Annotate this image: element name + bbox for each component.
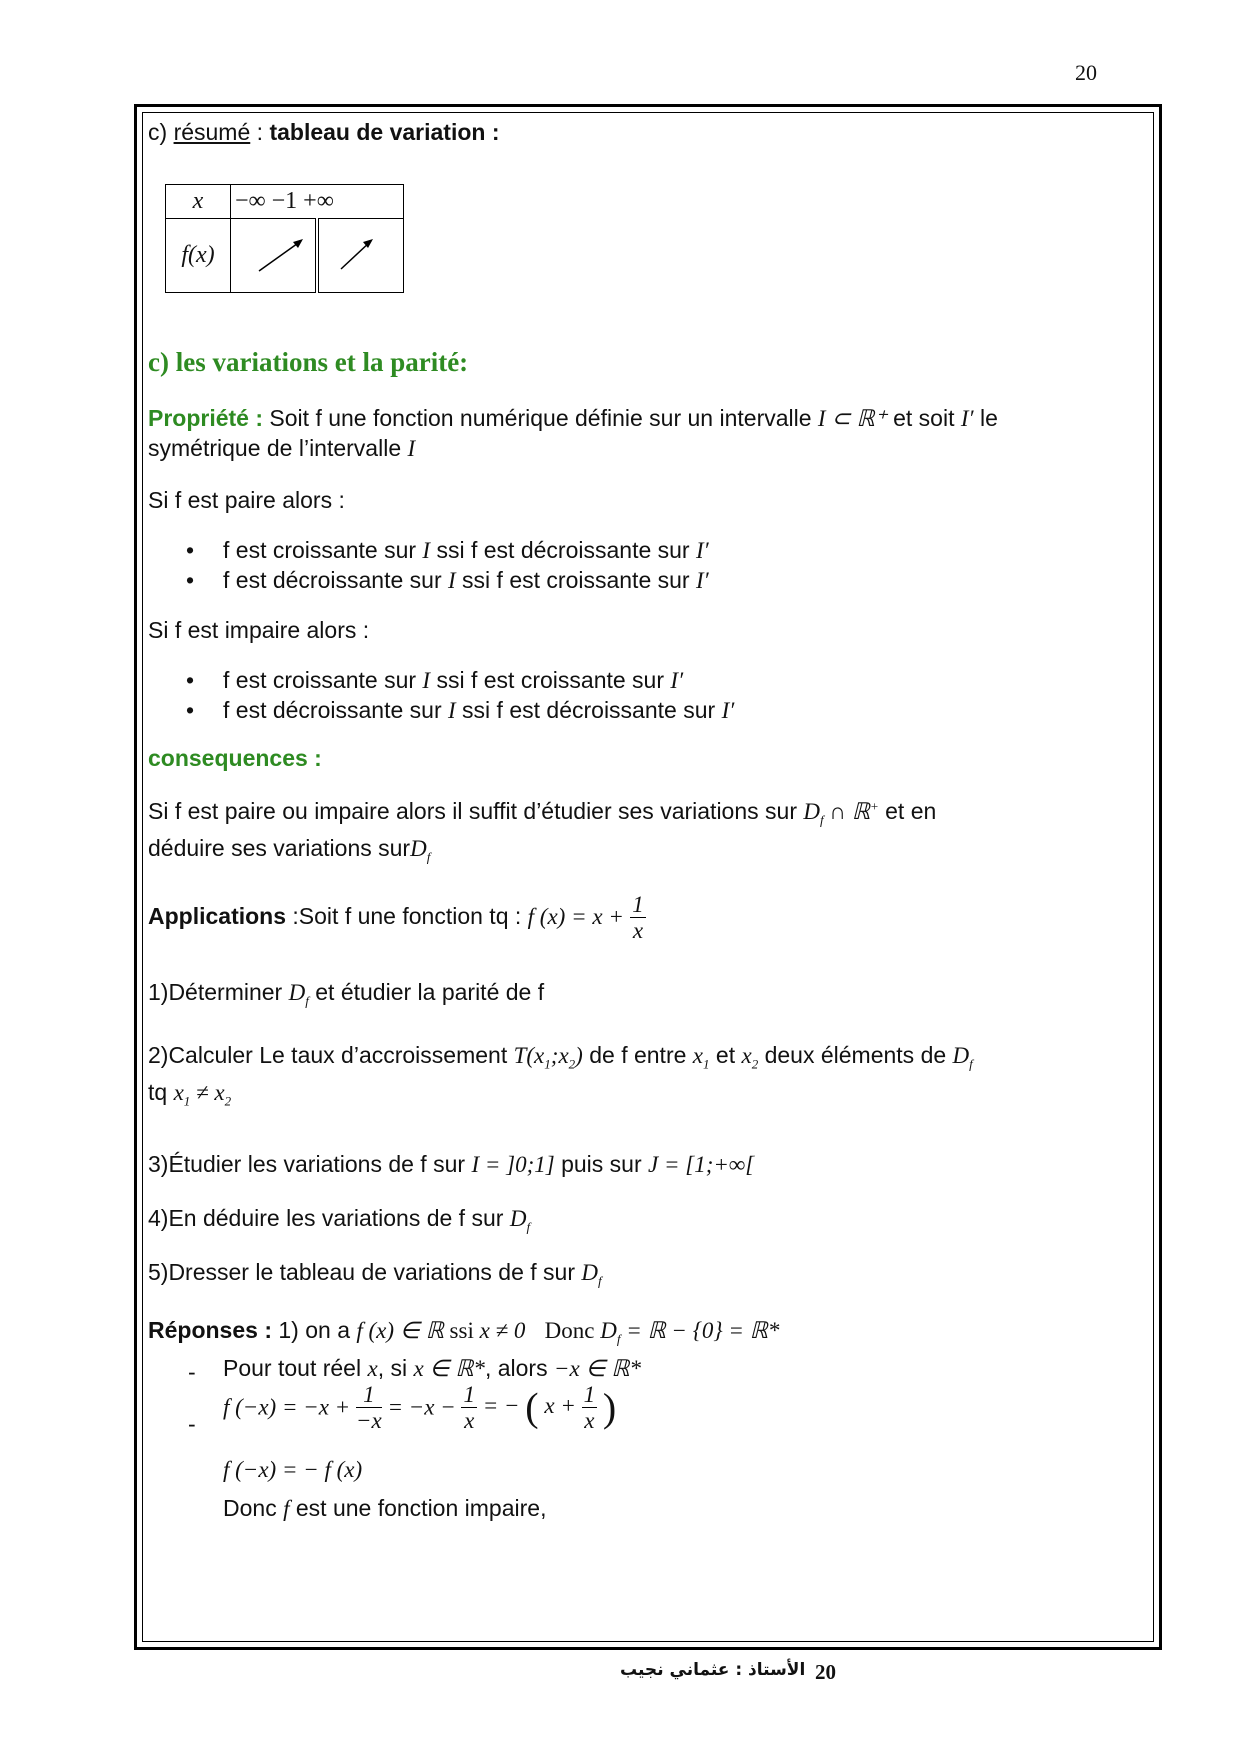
reponses-line: Réponses : 1) on a f (x) ∈ ℝ ssi x ≠ 0 Donc $D_f$ = ℝ − {0} = ℝ* bbox=[148, 1317, 780, 1347]
impaire-list bbox=[148, 666, 734, 726]
consequences-text: Si f est paire ou impaire alors il suffit d’étudier ses variations sur $D_f$ ∩ ℝ+ et en déduire ses variations surD$_f$ bbox=[148, 798, 937, 865]
reponses-label: Réponses : bbox=[148, 1317, 272, 1343]
resume-line: c) résumé : tableau de variation : bbox=[148, 119, 500, 145]
consequences-label: consequences : bbox=[148, 745, 322, 771]
list-item: • f est croissante sur I ssi f est décroissante sur I′ bbox=[148, 536, 709, 566]
section-heading: c) les variations et la parité: bbox=[148, 347, 469, 377]
propriete-paragraph: Propriété : Soit f une fonction numérique définie sur un intervalle I ⊂ ℝ⁺ et soit I′ le symétrique de l’intervalle I bbox=[148, 405, 998, 461]
table-arrow-cell-2 bbox=[317, 219, 404, 293]
propriete-label: Propriété : bbox=[148, 405, 264, 431]
reponse-line-2: f (−x) = −x + $\frac{1}{-x}$ = −x − $\frac{1}{x}$ = − ( x + $\frac{1}{x}$ ) bbox=[223, 1382, 617, 1434]
table-arrow-cell-1 bbox=[231, 219, 318, 293]
applications-line: Applications :Soit f une fonction tq : f (x) = x + $\frac{1}{x}$ bbox=[148, 892, 644, 944]
reponse-line-3: f (−x) = − f (x) bbox=[223, 1457, 363, 1482]
impaire-intro: Si f est impaire alors : bbox=[148, 617, 370, 643]
applications-label: Applications bbox=[148, 902, 287, 929]
paire-intro: Si f est paire alors : bbox=[148, 487, 345, 513]
question-2: 2)Calculer Le taux d’accroissement $T(x_1;x_2)$ de f entre $x_1$ et $x_2$ deux éléments de $D_f$ tq $x_1 \ne x_2$ bbox=[148, 1042, 973, 1109]
reponse-line-1: Pour tout réel x, si x ∈ ℝ*, alors −x ∈ ℝ* bbox=[223, 1355, 641, 1381]
footer-page-number: 20 bbox=[815, 1660, 836, 1684]
question-1: 1)Déterminer $D_f$ et étudier la parité de f bbox=[148, 979, 545, 1009]
list-item: • f est décroissante sur I ssi f est croissante sur I′ bbox=[148, 566, 709, 596]
table-x-values: −∞ −1 +∞ bbox=[231, 185, 404, 219]
question-4: 4)En déduire les variations de f sur $D_f$ bbox=[148, 1205, 531, 1235]
paire-list bbox=[148, 536, 709, 596]
table-f-label: f(x) bbox=[166, 219, 231, 293]
list-item: • f est décroissante sur I ssi f est décroissante sur I′ bbox=[148, 696, 734, 726]
list-item: • f est croissante sur I ssi f est croissante sur I′ bbox=[148, 666, 734, 696]
table-x-label: x bbox=[166, 185, 231, 219]
increasing-arrow-icon bbox=[319, 219, 399, 285]
footer-author: الأستاذ : عثماني نجيب bbox=[620, 1660, 806, 1680]
variation-table bbox=[165, 184, 404, 293]
increasing-arrow-icon bbox=[231, 219, 315, 285]
question-5: 5)Dresser le tableau de variations de f sur $D_f$ bbox=[148, 1259, 602, 1289]
fraction: $\frac{1}{x}$ bbox=[632, 892, 644, 944]
resume-label: résumé bbox=[173, 119, 251, 145]
resume-title: tableau de variation : bbox=[269, 119, 500, 145]
question-3: 3)Étudier les variations de f sur I = ]0;1] puis sur J = [1;+∞[ bbox=[148, 1151, 755, 1177]
page-number: 20 bbox=[1075, 60, 1097, 85]
reponse-line-4: Donc f est une fonction impaire, bbox=[223, 1495, 547, 1521]
